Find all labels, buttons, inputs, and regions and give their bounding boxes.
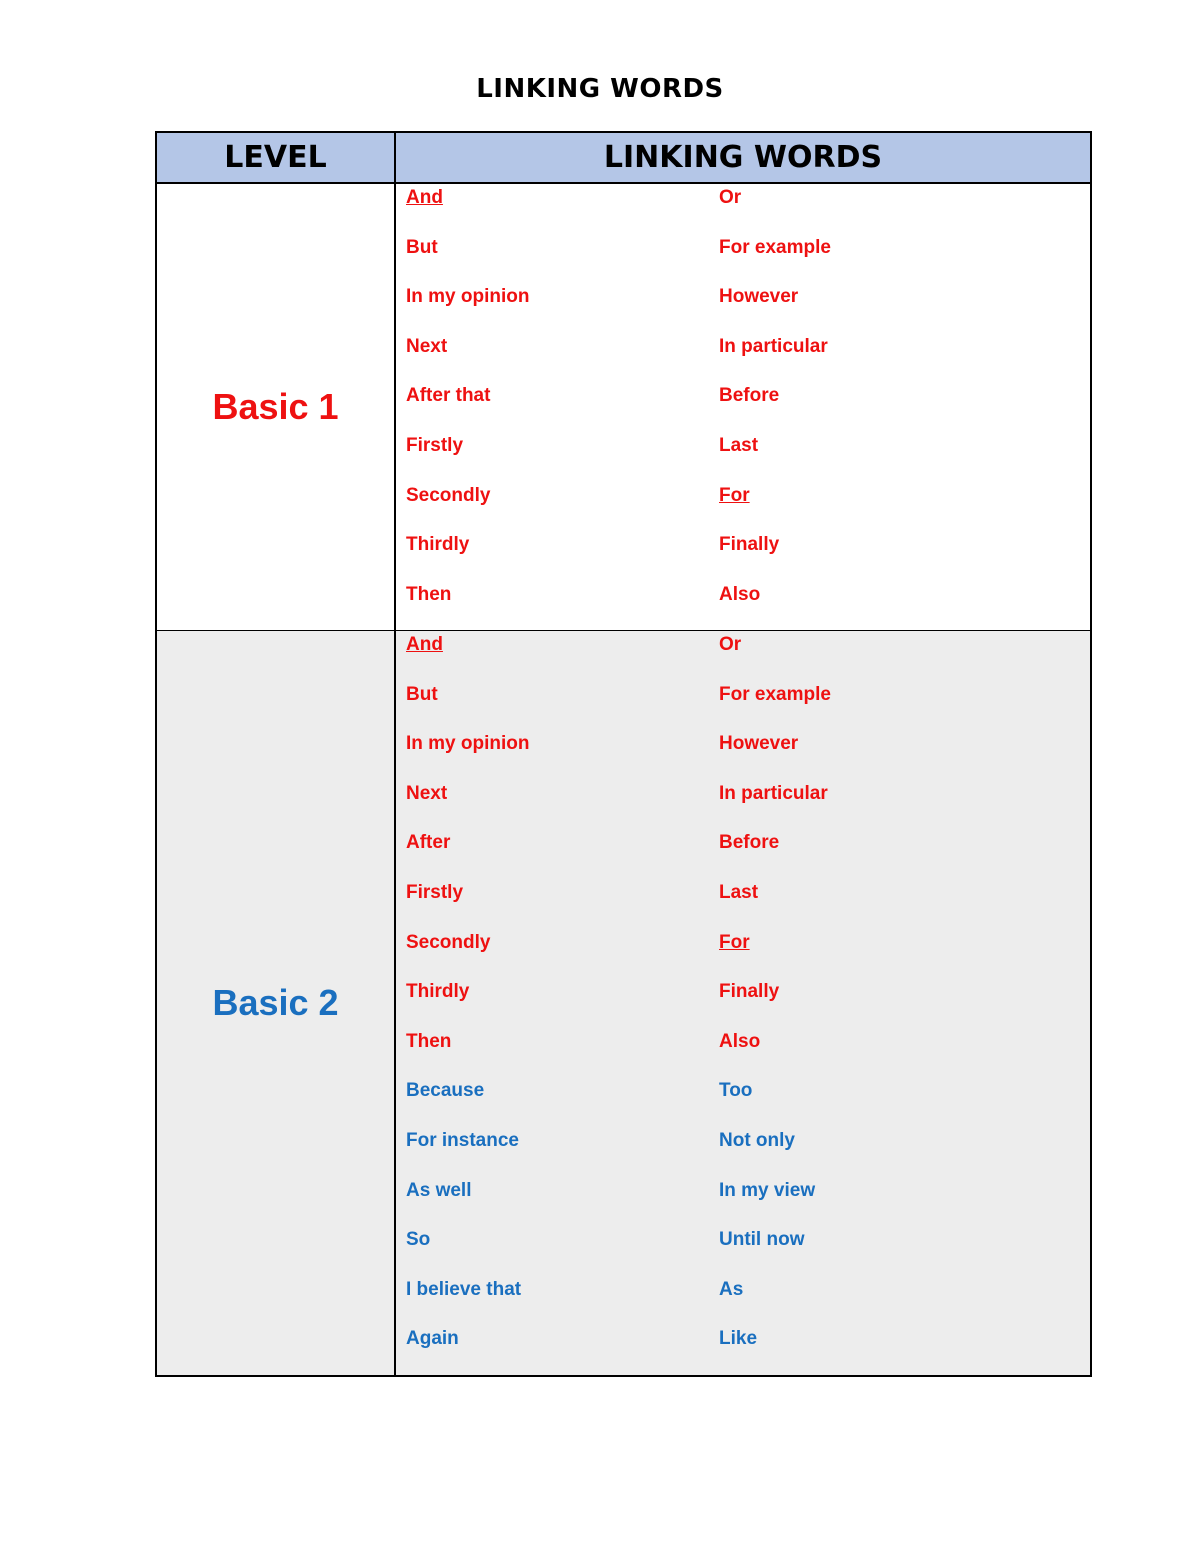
linking-word: Firstly [406,434,464,456]
linking-word: For example [719,683,831,705]
word-row [396,832,1090,882]
linking-word: Like [719,1328,758,1350]
word-row [396,1130,1090,1180]
linking-word: As [719,1278,744,1300]
linking-word: As well [406,1179,472,1201]
word-row [396,783,1090,833]
word-row [396,485,1090,535]
linking-word: Too [719,1080,753,1102]
linking-word: Thirdly [406,534,470,556]
word-row [396,1180,1090,1230]
linking-word: For [719,931,750,953]
linking-word: And [406,187,443,208]
word-row [396,237,1090,287]
section-basic-2 [157,631,1090,1375]
linking-word: Before [719,385,780,407]
linking-word: Also [719,583,761,605]
linking-word: For instance [406,1129,519,1151]
linking-word: Then [406,583,452,605]
linking-words-table [155,131,1092,1377]
word-row [396,584,1090,634]
linking-word: In my opinion [406,286,530,308]
linking-word: Finally [719,981,780,1003]
linking-word: Or [719,187,742,208]
word-row [396,684,1090,734]
linking-word: But [406,683,438,705]
level-label: Basic 2 [157,631,396,1375]
linking-word: Before [719,832,780,854]
linking-word: Until now [719,1229,805,1251]
word-row [396,336,1090,386]
linking-word: However [719,286,799,308]
linking-word: In particular [719,335,828,357]
linking-word: Because [406,1080,485,1102]
linking-word: Thirdly [406,981,470,1003]
word-row [396,882,1090,932]
linking-word: Also [719,1030,761,1052]
linking-word: In particular [719,782,828,804]
linking-word: Last [719,434,759,456]
linking-word: After [406,832,451,854]
word-row [396,1328,1090,1378]
linking-word: Last [719,881,759,903]
level-label: Basic 1 [157,184,396,630]
linking-word: For [719,484,750,506]
linking-word: However [719,733,799,755]
linking-word: Secondly [406,484,491,506]
linking-word: Finally [719,534,780,556]
word-row [396,534,1090,584]
word-row [396,1229,1090,1279]
linking-word: Firstly [406,881,464,903]
linking-word: But [406,236,438,258]
word-row [396,981,1090,1031]
word-row [396,634,1090,684]
linking-word: Then [406,1030,452,1052]
linking-word: Again [406,1328,459,1350]
linking-word: In my opinion [406,733,530,755]
table-header-row [157,133,1090,184]
linking-word: I believe that [406,1278,522,1300]
section-basic-1 [157,184,1090,631]
linking-word: And [406,634,443,655]
words-list [396,184,1090,630]
linking-word: Next [406,782,448,804]
document-title: LINKING WORDS [476,74,724,104]
linking-word: Not only [719,1129,795,1151]
header-level: LEVEL [157,133,396,182]
words-list [396,631,1090,1375]
word-row [396,932,1090,982]
linking-word: After that [406,385,491,407]
linking-word: Next [406,335,448,357]
linking-word: So [406,1229,431,1251]
word-row [396,286,1090,336]
header-linking-words: LINKING WORDS [603,140,883,175]
word-row [396,187,1090,237]
linking-word: For example [719,236,831,258]
linking-word: Or [719,634,742,655]
linking-word: In my view [719,1179,816,1201]
word-row [396,385,1090,435]
word-row [396,1080,1090,1130]
word-row [396,435,1090,485]
word-row [396,1279,1090,1329]
word-row [396,733,1090,783]
linking-word: Secondly [406,931,491,953]
word-row [396,1031,1090,1081]
